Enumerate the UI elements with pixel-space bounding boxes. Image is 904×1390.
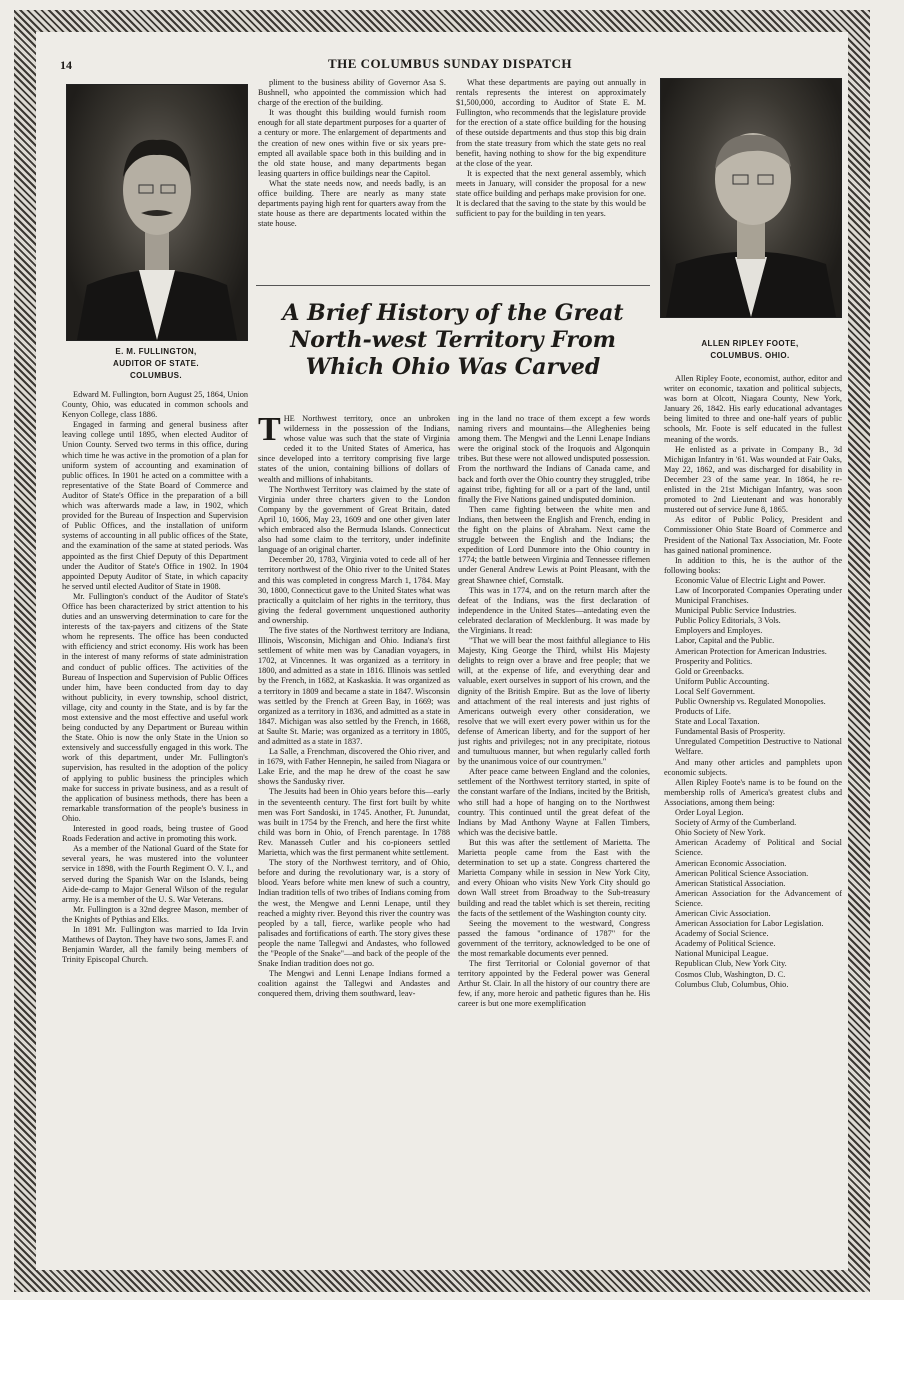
book-item: Unregulated Competition Destructive to National Welfare. [675, 737, 842, 757]
paragraph: Allen Ripley Foote's name is to be found on the membership rolls of America's greatest clubs and Associations, among them being: [664, 777, 842, 807]
club-item: American Academy of Political and Social Science. [675, 838, 842, 858]
paragraph: ing in the land no trace of them except a few words naming rivers and mountains—the Alleghenies being among them. The Mengwi and the Lenni Lenape Indians were the original stock of the Iroquois and Algonquin tribes. But these were not allowed undisputed possession. From the northward the Indians of Canada came, and back and forth over the Ohio country they struggled, tribe against tribe, fighting for all or a part of the land, until finally the Five Nations gained undisputed dominion. [458, 414, 650, 504]
book-item: Prosperity and Politics. [675, 656, 753, 666]
foote-caption-city: COLUMBUS. OHIO. [710, 351, 790, 360]
paragraph: And many other articles and pamphlets upon economic subjects. [664, 757, 842, 777]
club-item: Order Loyal Legion. [675, 808, 744, 818]
club-item: Society of Army of the Cumberland. [675, 818, 797, 828]
state-building-column [258, 78, 446, 274]
paragraph: He enlisted as a private in Company B., 3d Michigan Infantry in '61. Was wounded at Fair Oaks, May 22, 1862, and was discharged for disability in December 23 of the same year. In 1864, he re-enlisted in the 21st Michigan Infantry, was soon promoted to 2nd Lieutenant and was honorably mustered out of service June 8, 1865. [664, 444, 842, 515]
paragraph: After peace came between England and the colonies, settlement of the Northwest territory started, in spite of the constant warfare of the Indians, incited by the British, who still had a hope of hanging on to the Northwest country. This continued until the great defeat of the Indians by Mad Anthony Wayne at Fallen Timbers, which was the decisive battle. [458, 767, 650, 837]
paragraph: But this was after the settlement of Marietta. The Marietta people came from the East with the determination to set up a state. Congress chartered the Marietta Company while in session in New York City, and every Ohioan who visits New York City should go down Wall street from Broadway to the Sub-treasury building and read the tablet which is set therein, reciting the facts of the settlement of the Washington county city. [458, 837, 650, 918]
book-item: Employers and Employes. [675, 626, 763, 636]
foote-biography [664, 374, 842, 1236]
paragraph: pliment to the business ability of Governor Asa S. Bushnell, who appointed the commission which had charge of the erection of the building. [258, 78, 446, 108]
paragraph: "That we will bear the most faithful allegiance to His Majesty, King George the Third, whilst His Majesty delights to reign over a brave and free people; that we will, at the expense of life, and everything dear and valuable, exert ourselves in support of his crown, and the dignity of the British Empire. But as the love of liberty and attachment of the real interests and just rights of Americans outweigh every other consideration, we resolve that we will exert every power within us for the defense of American liberty, and for the support of her just rights and privileges; not in any precipitate, riotous and tumultuous manner, but when regularly called forth by the unanimous voice of our countrymen." [458, 636, 650, 767]
club-item: American Association for the Advancement of Science. [675, 888, 842, 908]
masthead: THE COLUMBUS SUNDAY DISPATCH [327, 56, 573, 71]
paragraph: What these departments are paying out annually in rentals represents the interest on approximately $1,500,000, according to Auditor of State E. M. Fullington, who recommends that the legislature provide for the erection of a state office building for the housing of these outside departments and thus stop this big drain from the state treasury from which the state gets no real benefit, having nothing to show for the big expenditure at the close of the year. [456, 78, 646, 168]
paragraph: Then came fighting between the white men and Indians, then between the English and French, ending in the fight on the plains of Abraham. Next came the struggle between the English and the Indians; the expedition of Lord Dunmore into the Ohio country in 1774; the battle between Virginia and Tennessee riflemen under General Andrew Lewis at Point Pleasant, with the great Shawnee chief, Cornstalk. [458, 504, 650, 585]
paragraph: The Northwest Territory was claimed by the state of Virginia under three charters given to the London Company by the government of Great Britain, dated April 10, 1606, May 23, 1609 and one other given later which embraced also the Bermuda Islands. Connecticut also had some claim to the territory, under indefinite language of an original charter. [258, 484, 450, 555]
book-item: Economic Value of Electric Light and Power. [675, 575, 826, 585]
paragraph: The Mengwi and Lenni Lenape Indians formed a coalition against the Tallegwi and Andastes and conquered them, driving them southward, leav- [258, 969, 450, 999]
page-number: 14 [60, 58, 72, 72]
paragraph: Edward M. Fullington, born August 25, 1864, Union County, Ohio, was educated in common schools and Kenyon College, class 1886. [62, 390, 248, 420]
paragraph: It is expected that the next general assembly, which meets in January, will consider the proposal for a new state office building and perhaps make provision for one. It is declared that the saving to the state by this would be sufficient to pay for the building in ten years. [456, 168, 646, 219]
club-list [664, 808, 842, 990]
club-item: American Statistical Association. [675, 878, 786, 888]
foote-portrait [660, 78, 842, 318]
club-item: Academy of Political Science. [675, 939, 776, 949]
book-item: Uniform Public Accounting. [675, 676, 770, 686]
fullington-caption [66, 346, 246, 382]
paragraph: It was thought this building would furnish room enough for all state department purposes for a quarter of a century or more. The enlargement of departments and the creation of new ones within five or six years pre-empted all available space both in this building and in the old state house, and many departments began leasing quarters in office buildings near the Capitol. [258, 108, 446, 178]
club-item: Republican Club, New York City. [675, 959, 787, 969]
paragraph: Mr. Fullington's conduct of the Auditor of State's Office has been characterized by strict attention to his duties and an unswerving determination to care for the interests of the tax-payers and citizens of the State whom he represents. The office has been conducted with efficiency and strict economy. His work has been in the interest of many reforms of state administration and conduct of public offices. The activities of the Bureau of Inspection and Supervision of Public Offices under him, have been conducted from day to day without publicity, in every township, school district, village, city and county in the State, and is by far the most extensive and the most effective and useful work being conducted by any Department or Bureau within the State. Ohio is now the only State in the Union so extensively and successfully engaged in this work. The work of this department, under Mr. Fullington's supervision, has resulted in the adoption of the policy of applying to public business the principles which make for success in private business, and as a result of the application of business methods, there has been a remarkable transformation of the people's business in Ohio. [62, 591, 248, 823]
headline-rule [256, 285, 650, 286]
history-column-1 [258, 414, 450, 1240]
book-list [664, 576, 842, 758]
fullington-caption-city: COLUMBUS. [129, 371, 183, 380]
fullington-caption-name: E. M. FULLINGTON, [115, 347, 197, 356]
paragraph: This was in 1774, and on the return march after the defeat of the Indians, was the first declaration of independence in the United States—antedating even the celebrated declaration of Mecklenburg. It was made by the Virginians. It read: [458, 585, 650, 635]
book-item: American Protection for American Industries. [675, 646, 827, 656]
book-item: State and Local Taxation. [675, 717, 760, 727]
book-item: Products of Life. [675, 707, 731, 717]
article-headline: A Brief History of the Great North-west Territory From Which Ohio Was Carved [282, 300, 624, 380]
book-item: Public Ownership vs. Regulated Monopolies. [675, 697, 826, 706]
paragraph: Interested in good roads, being trustee of Good Roads Federation and active in promoting this work. [62, 824, 248, 844]
drop-cap: T [258, 414, 281, 448]
history-column-2 [458, 414, 650, 1240]
paragraph: In 1891 Mr. Fullington was married to Ida Irvin Matthews of Dayton. They have two sons, James F. and Benjamin Warder, all the family being members of Trinity Episcopal Church. [62, 924, 248, 965]
club-item: American Political Science Association. [675, 868, 809, 878]
foote-caption-name: ALLEN RIPLEY FOOTE, [701, 339, 799, 348]
book-item: Municipal Public Service Industries. [675, 606, 797, 616]
club-item: American Association for Labor Legislation. [675, 919, 824, 929]
paragraph: Engaged in farming and general business after leaving college until 1895, when elected Auditor of Union County. Served two terms in this office, during which time he was active in the promotion of a plan for uniform system of accounting and examination of public offices. In 1901 he acted on a committee with a representative of the State Board of Commerce and Auditor of State's Office in the preparation of a bill which was afterwards made a law, in 1902, which provided for the Bureau of Inspection and Supervision of Public Offices, and the installation of uniform systems of accounting in all public offices of the State, and the examination of the same at stated periods. Was appointed as the first Chief Deputy of this Department under the Auditor of State's Office in 1902. In 1904 appointed Deputy Auditor of State, in which capacity he served until elected Auditor of State in 1908. [62, 420, 248, 591]
foote-caption [660, 338, 840, 362]
state-office-column [456, 78, 646, 274]
book-item: Labor, Capital and the Public. [675, 636, 775, 646]
paragraph: What the state needs now, and needs badly, is an office building. There are nearly as many state departments paying high rent for quarters away from the state house as there are departments located within the state house. [258, 178, 446, 229]
paragraph: December 20, 1783, Virginia voted to cede all of her territory northwest of the Ohio river to the United States and this was completed in congress March 1, 1784. May 30, 1800, Connecticut gave to the United States what was practically a quitclaim of her rights in the territory, thus giving the federal government unquestioned authority and ownership. [258, 555, 450, 625]
paragraph: The story of the Northwest territory, and of Ohio, before and during the revolutionary war, is a story of blood. Years before white men knew of such a country, Indian tradition tells of two tribes of Indians coming from the west, the Mengwe and Lenni Lenape, until they reached a mighty river. Beyond this river the country was peopled by a tall, fierce, warlike people who had palisades and fortifications of earth. The story gives these people the name Tallegwi and Andastes, who followed the "People of the Snake"—and back of the people of the Snake Indian tradition does not go. [258, 858, 450, 969]
paragraph: As editor of Public Policy, President and Commissioner Ohio State Board of Commerce and President of the National Tax Association, Mr. Foote has gained national prominence. [664, 515, 842, 555]
club-item: National Municipal League. [675, 949, 769, 959]
paragraph: In addition to this, he is the author of the following books: [664, 555, 842, 575]
fullington-portrait [66, 84, 248, 341]
club-item: Columbus Club, Columbus, Ohio. [675, 979, 789, 989]
book-item: Gold or Greenbacks. [675, 666, 744, 676]
paragraph: Mr. Fullington is a 32nd degree Mason, member of the Knights of Pythias and Elks. [62, 904, 248, 924]
paragraph: Seeing the movement to the westward, Congress passed the famous "ordinance of 1787" for the government of the territory, acknowledged to be one of the most remarkable documents ever penned. [458, 918, 650, 958]
fullington-biography [62, 390, 248, 1226]
club-item: American Economic Association. [675, 858, 787, 868]
club-item: Ohio Society of New York. [675, 828, 766, 838]
paragraph: As a member of the National Guard of the State for several years, he was mustered into the volunteer service in 1898, with the Fourth Regiment O. V. I., and served during the Spanish War on the Islands, being Aide-de-camp to Major General Wilson of the regular army. He is a member of the U. S. War Veterans. [62, 844, 248, 904]
paragraph: The Jesuits had been in Ohio years before this—early in the seventeenth century. The first fort built by white men was Fort Sandoski, in 1745. Another, Ft. Junundat, was built in 1754 by the French, and here the first white child was born in Ohio, of French parentage. In 1788 Rev. Manasseh Cutler and his co-pioneers settled Marietta, which was the first permanent white settlement. [258, 787, 450, 858]
club-item: American Civic Association. [675, 908, 771, 918]
club-item: Cosmos Club, Washington, D. C. [675, 969, 786, 979]
club-item: Academy of Social Science. [675, 929, 769, 939]
book-item: Fundamental Basis of Prosperity. [675, 727, 786, 737]
paragraph: La Salle, a Frenchman, discovered the Ohio river, and in 1679, with Father Hennepin, he sailed from Niagara or Lake Erie, and the map he drew of the coast he saw shows the Sandusky river. [258, 747, 450, 787]
lead-text: HE Northwest territory, once an unbroken wilderness in the possession of the Indians, whose value was such that the state of Virginia ceded it to the United States of America, has since developed into a territory comprising five large states of the union, containing billions of dollars of wealth and millions of inhabitants. [258, 414, 450, 484]
book-item: Public Policy Editorials, 3 Vols. [675, 616, 781, 626]
book-item: Local Self Government. [675, 686, 755, 696]
fullington-caption-title: AUDITOR OF STATE. [113, 359, 199, 368]
paragraph: Allen Ripley Foote, economist, author, editor and writer on economic, taxation and political subjects, was born at Olcott, Niagara County, New York, January 26, 1842. His early educational advantages being limited to three and one-half years of public schools, Mr. Foote is self educated in the fullest meaning of the words. [664, 374, 842, 444]
paragraph: The five states of the Northwest territory are Indiana, Illinois, Wisconsin, Michigan and Ohio. Indiana's first settlement of white men was by Canadian voyagers, in 1702, at Vincennes. It was organized as a territory in 1800, and admitted as a state in 1816. Illinois was settled by the French, in 1682, at Kaskaskia. It was organized as a territory in 1809 and became a state in 1847. Wisconsin was settled by the French at Green Bay, in 1669; was organized as a territory in 1836, and admitted as a state in 1847. Michigan was also settled by the French, in 1668, at Saulte St. Marie; was organized as a territory in 1805, and admitted as a state in 1837. [258, 625, 450, 746]
paragraph: The first Territorial or Colonial governor of that territory appointed by the Federal power was General Arthur St. Clair. In all the history of our country there are few, if any, more heroic and pathetic figures than he. His career is but one more exemplification [458, 959, 650, 1009]
book-item: Law of Incorporated Companies Operating under Municipal Franchises. [675, 585, 842, 606]
lead-paragraph [258, 414, 450, 485]
